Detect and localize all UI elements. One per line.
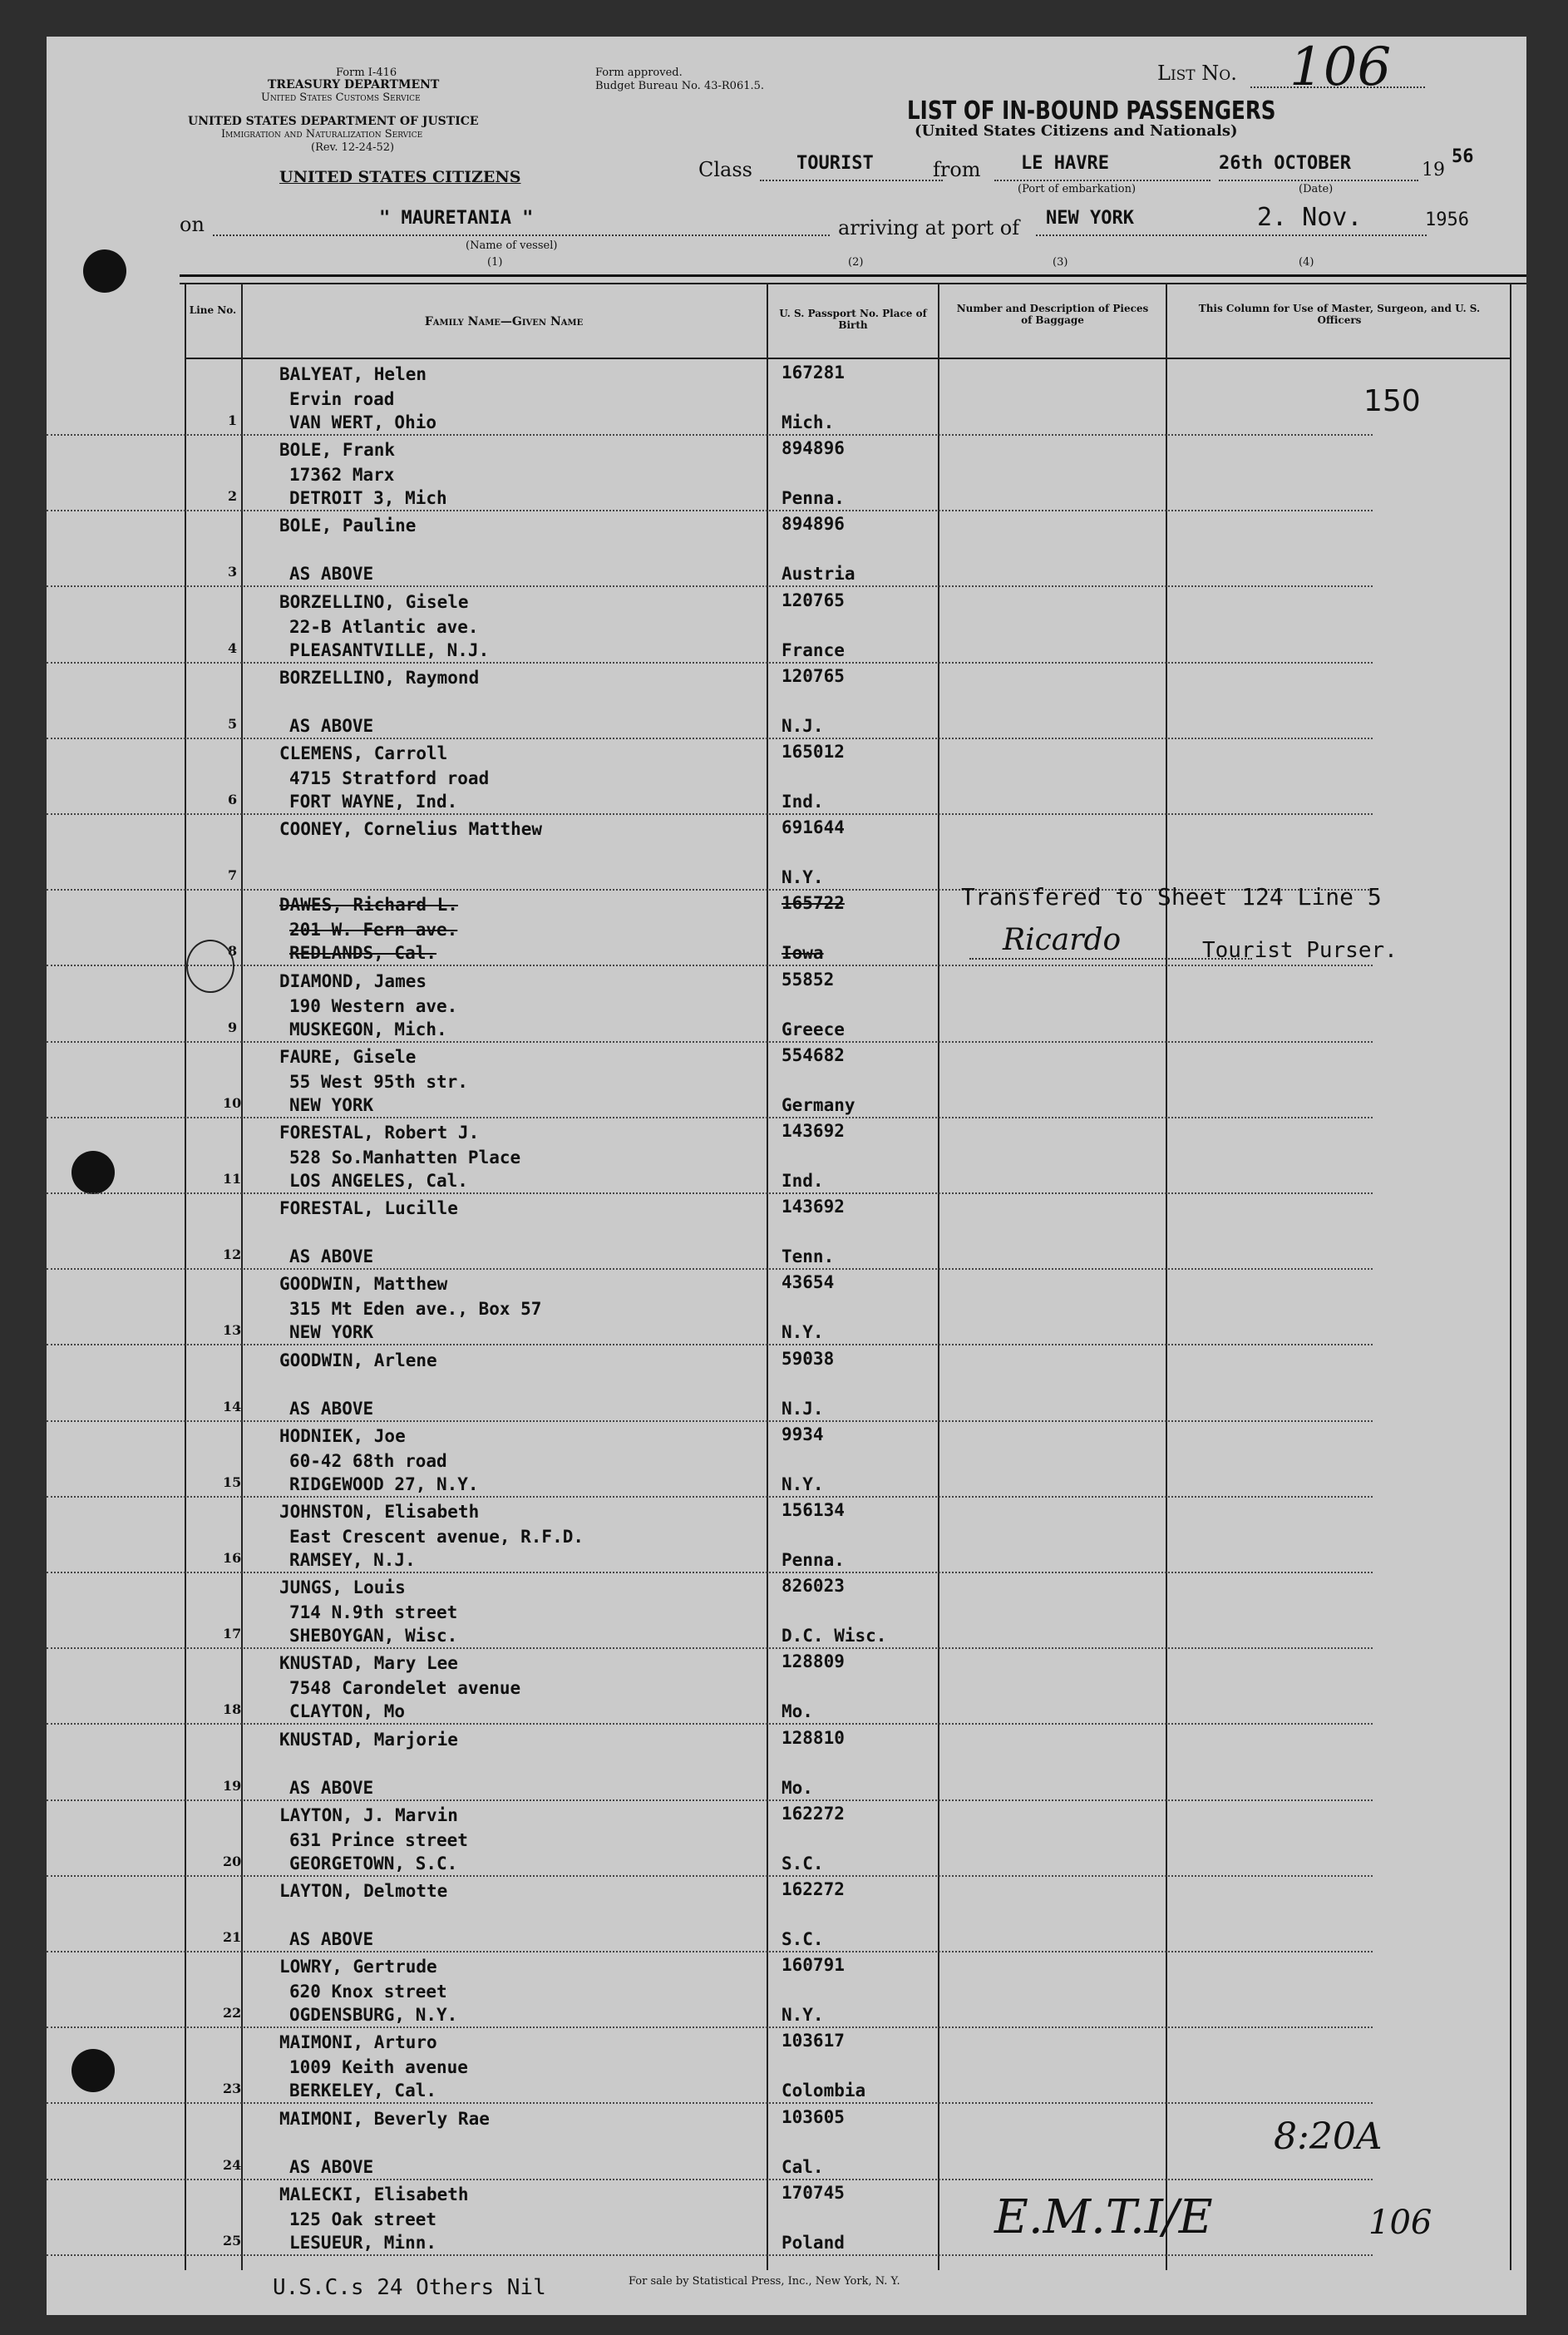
passenger-name: FORESTAL, Robert J. bbox=[279, 1123, 480, 1143]
passport-number: 165722 bbox=[782, 893, 845, 914]
table-row bbox=[47, 1650, 1373, 1725]
table-row bbox=[47, 968, 1373, 1043]
on-label: on bbox=[180, 213, 205, 236]
passenger-name: LAYTON, J. Marvin bbox=[279, 1804, 458, 1825]
passenger-name: BALYEAT, Helen bbox=[279, 364, 427, 384]
citizens-label: UNITED STATES CITIZENS bbox=[279, 168, 521, 186]
passport-number: 826023 bbox=[782, 1576, 845, 1597]
passport-number: 894896 bbox=[782, 438, 845, 459]
arriving-label: arriving at port of bbox=[838, 216, 1020, 239]
ins-service: Immigration and Naturalization Service bbox=[221, 128, 423, 141]
passport-number: 59038 bbox=[782, 1348, 835, 1369]
line-number: 15 bbox=[223, 1474, 242, 1490]
passenger-name: BOLE, Pauline bbox=[279, 516, 417, 536]
place-of-birth: Iowa bbox=[782, 943, 824, 964]
line-number: 22 bbox=[223, 2005, 242, 2022]
place-of-birth: N.Y. bbox=[782, 1474, 824, 1494]
line-number: 9 bbox=[228, 1019, 238, 1035]
table-row bbox=[47, 1498, 1373, 1573]
place-of-birth: S.C. bbox=[782, 1853, 824, 1873]
table-row bbox=[47, 1119, 1373, 1194]
address-line-2: GEORGETOWN, S.C. bbox=[289, 1853, 458, 1873]
passport-number: 162272 bbox=[782, 1879, 845, 1899]
line-number: 12 bbox=[223, 1246, 242, 1263]
passport-number: 55852 bbox=[782, 969, 835, 990]
address-line-2: OGDENSBURG, N.Y. bbox=[289, 2005, 458, 2026]
place-of-birth: N.Y. bbox=[782, 867, 824, 888]
passport-number: 103605 bbox=[782, 2106, 845, 2127]
address-line-1: Ervin road bbox=[289, 389, 395, 409]
passenger-name: MALECKI, Elisabeth bbox=[279, 2184, 469, 2204]
table-row bbox=[47, 816, 1373, 891]
passenger-name: MAIMONI, Beverly Rae bbox=[279, 2108, 490, 2129]
line-number: 19 bbox=[223, 1777, 242, 1794]
place-of-birth: Austria bbox=[782, 564, 855, 585]
address-line-1: 528 So.Manhatten Place bbox=[289, 1148, 521, 1168]
passenger-name: LOWRY, Gertrude bbox=[279, 1957, 437, 1977]
table-row bbox=[47, 1347, 1373, 1422]
purser-signature: Ricardo bbox=[1003, 923, 1122, 957]
line-number: 23 bbox=[223, 2081, 242, 2097]
address-line-2: NEW YORK bbox=[289, 1322, 374, 1343]
address-line-1: 60-42 68th road bbox=[289, 1450, 447, 1471]
passenger-name: FAURE, Gisele bbox=[279, 1046, 417, 1067]
table-row bbox=[47, 1726, 1373, 1801]
address-line-2: MUSKEGON, Mich. bbox=[289, 1019, 447, 1039]
count-stamp: 150 bbox=[1363, 384, 1421, 418]
address-line-1: 714 N.9th street bbox=[289, 1602, 458, 1623]
signoff-initials: E.M.T.I/E bbox=[994, 2190, 1213, 2244]
date-value: 26th OCTOBER bbox=[1219, 153, 1351, 174]
passenger-name: MAIMONI, Arturo bbox=[279, 2032, 437, 2053]
line-number: 10 bbox=[223, 1094, 242, 1111]
table-row bbox=[47, 740, 1373, 815]
time-note: 8:20A bbox=[1274, 2115, 1383, 2158]
line-number: 11 bbox=[223, 1171, 242, 1187]
form-subtitle: (United States Citizens and Nationals) bbox=[915, 122, 1238, 140]
place-of-birth: Germany bbox=[782, 1094, 855, 1115]
address-line-1: 315 Mt Eden ave., Box 57 bbox=[289, 1299, 542, 1320]
line-number: 8 bbox=[228, 943, 238, 960]
address-line-1: East Crescent avenue, R.F.D. bbox=[289, 1527, 584, 1547]
address-line-1: 22-B Atlantic ave. bbox=[289, 616, 479, 637]
class-label: Class bbox=[698, 158, 752, 181]
arrival-port: NEW YORK bbox=[1046, 208, 1134, 229]
place-of-birth: N.J. bbox=[782, 1398, 824, 1419]
table-row bbox=[47, 1423, 1373, 1498]
form-title: LIST OF IN-BOUND PASSENGERS bbox=[907, 96, 1276, 126]
passenger-name: KNUSTAD, Marjorie bbox=[279, 1729, 458, 1750]
place-of-birth: Colombia bbox=[782, 2081, 866, 2101]
col-passport: U. S. Passport No. Place of Birth bbox=[779, 308, 927, 331]
address-line-1: 4715 Stratford road bbox=[289, 768, 490, 788]
address-line-1: 620 Knox street bbox=[289, 1982, 447, 2002]
table-row bbox=[47, 1195, 1373, 1270]
address-line-2: PLEASANTVILLE, N.J. bbox=[289, 639, 490, 660]
col-name: Family Name—Given Name bbox=[424, 315, 584, 328]
passport-number: 128810 bbox=[782, 1727, 845, 1748]
col-num-1: (1) bbox=[487, 256, 503, 269]
arrival-year: 1956 bbox=[1425, 210, 1469, 230]
passport-number: 162272 bbox=[782, 1803, 845, 1824]
address-line-2: AS ABOVE bbox=[289, 2156, 374, 2177]
address-line-1: 190 Western ave. bbox=[289, 995, 458, 1016]
form-number: Form I-416 bbox=[336, 67, 397, 79]
manifest-page bbox=[47, 37, 1526, 2315]
line-number: 6 bbox=[228, 792, 238, 807]
line-number: 18 bbox=[223, 1701, 242, 1718]
address-line-1: 7548 Carondelet avenue bbox=[289, 1678, 521, 1699]
passport-number: 156134 bbox=[782, 1500, 845, 1520]
line-number: 24 bbox=[223, 2156, 242, 2173]
address-line-2: VAN WERT, Ohio bbox=[289, 412, 437, 432]
passenger-name: JUNGS, Louis bbox=[279, 1577, 406, 1598]
budget-bureau: Budget Bureau No. 43-R061.5. bbox=[595, 80, 765, 92]
address-line-2: AS ABOVE bbox=[289, 715, 374, 736]
address-line-2: DETROIT 3, Mich bbox=[289, 488, 447, 509]
place-of-birth: Cal. bbox=[782, 2156, 824, 2177]
passenger-name: BORZELLINO, Gisele bbox=[279, 591, 469, 612]
address-line-1: 631 Prince street bbox=[289, 1829, 468, 1850]
passport-number: 9934 bbox=[782, 1424, 824, 1444]
transfer-note: Transfered to Sheet 124 Line 5 bbox=[961, 883, 1382, 911]
line-number: 13 bbox=[223, 1322, 242, 1339]
passport-number: 554682 bbox=[782, 1044, 845, 1065]
passenger-name: LAYTON, Delmotte bbox=[279, 1881, 448, 1901]
address-line-2: LOS ANGELES, Cal. bbox=[289, 1171, 468, 1191]
place-of-birth: D.C. Wisc. bbox=[782, 1626, 887, 1646]
line-number: 14 bbox=[223, 1398, 242, 1414]
address-line-1: 201 W. Fern ave. bbox=[289, 920, 458, 940]
line-number: 20 bbox=[223, 1853, 242, 1869]
passport-number: 167281 bbox=[782, 363, 845, 383]
table-row bbox=[47, 664, 1373, 739]
form-approved: Form approved. bbox=[595, 67, 683, 79]
date-year-prefix: 19 bbox=[1422, 160, 1445, 180]
passport-number: 143692 bbox=[782, 1121, 845, 1141]
purser-title: Tourist Purser. bbox=[1202, 938, 1398, 963]
passport-number: 170745 bbox=[782, 2182, 845, 2203]
revision: (Rev. 12-24-52) bbox=[311, 141, 395, 154]
address-line-2: AS ABOVE bbox=[289, 564, 374, 585]
customs-service: United States Customs Service bbox=[261, 91, 421, 104]
list-no-label: List No. bbox=[1157, 62, 1237, 85]
printer-credit: For sale by Statistical Press, Inc., New York, N. Y. bbox=[629, 2275, 900, 2288]
passenger-name: JOHNSTON, Elisabeth bbox=[279, 1502, 480, 1522]
place-of-birth: N.Y. bbox=[782, 1322, 824, 1343]
arrival-date: 2. Nov. bbox=[1257, 203, 1363, 232]
place-of-birth: Penna. bbox=[782, 488, 845, 509]
passport-number: 894896 bbox=[782, 514, 845, 535]
place-of-birth: S.C. bbox=[782, 1929, 824, 1949]
passport-number: 691644 bbox=[782, 817, 845, 838]
passenger-name: FORESTAL, Lucille bbox=[279, 1198, 458, 1219]
justice-dept: UNITED STATES DEPARTMENT OF JUSTICE bbox=[188, 115, 479, 128]
place-of-birth: Mo. bbox=[782, 1777, 813, 1798]
passenger-name: COONEY, Cornelius Matthew bbox=[279, 819, 543, 840]
address-line-2: NEW YORK bbox=[289, 1094, 374, 1115]
col-line-no: Line No. bbox=[189, 304, 237, 316]
passport-number: 160791 bbox=[782, 1955, 845, 1976]
place-of-birth: N.J. bbox=[782, 715, 824, 736]
line-number: 16 bbox=[223, 1550, 242, 1566]
line-number: 7 bbox=[228, 867, 238, 884]
place-of-birth: Penna. bbox=[782, 1550, 845, 1570]
place-of-birth: Mo. bbox=[782, 1701, 813, 1722]
line-number: 3 bbox=[228, 564, 238, 580]
passport-number: 103617 bbox=[782, 2031, 845, 2051]
place-of-birth: Greece bbox=[782, 1019, 845, 1039]
signoff-number: 106 bbox=[1368, 2204, 1432, 2242]
place-of-birth: Mich. bbox=[782, 412, 835, 432]
line-number: 2 bbox=[228, 488, 238, 505]
passport-number: 128809 bbox=[782, 1651, 845, 1672]
table-row bbox=[47, 1044, 1373, 1118]
passenger-name: GOODWIN, Arlene bbox=[279, 1350, 437, 1370]
place-of-birth: France bbox=[782, 639, 845, 660]
table-row bbox=[47, 512, 1373, 587]
passport-number: 120765 bbox=[782, 665, 845, 686]
line-8-circle bbox=[186, 940, 234, 993]
from-label: from bbox=[933, 158, 981, 181]
place-of-birth: N.Y. bbox=[782, 2005, 824, 2026]
table-row bbox=[47, 361, 1373, 436]
table-row bbox=[47, 1271, 1373, 1345]
footer-summary: U.S.C.s 24 Others Nil bbox=[273, 2275, 546, 2300]
place-of-birth: Tenn. bbox=[782, 1246, 835, 1267]
place-of-birth: Poland bbox=[782, 2232, 845, 2253]
passenger-name: BOLE, Frank bbox=[279, 440, 396, 461]
port-caption: (Port of embarkation) bbox=[1018, 183, 1137, 195]
address-line-2: CLAYTON, Mo bbox=[289, 1701, 406, 1722]
col-num-3: (3) bbox=[1053, 256, 1068, 269]
address-line-2: FORT WAYNE, Ind. bbox=[289, 792, 458, 812]
place-of-birth: Ind. bbox=[782, 1171, 824, 1191]
passenger-name: KNUSTAD, Mary Lee bbox=[279, 1653, 458, 1674]
address-line-2: REDLANDS, Cal. bbox=[289, 943, 437, 964]
passport-number: 165012 bbox=[782, 742, 845, 762]
passenger-name: BORZELLINO, Raymond bbox=[279, 667, 480, 688]
table-row bbox=[47, 1953, 1373, 2028]
table-row bbox=[47, 2029, 1373, 2104]
table-row bbox=[47, 437, 1373, 511]
port-value: LE HAVRE bbox=[1021, 153, 1109, 174]
table-row bbox=[47, 1802, 1373, 1877]
address-line-2: AS ABOVE bbox=[289, 1777, 374, 1798]
date-caption: (Date) bbox=[1299, 183, 1334, 195]
passport-number: 43654 bbox=[782, 1272, 835, 1293]
address-line-2: AS ABOVE bbox=[289, 1246, 374, 1267]
table-row bbox=[47, 589, 1373, 664]
table-row bbox=[47, 1878, 1373, 1952]
address-line-2: BERKELEY, Cal. bbox=[289, 2081, 437, 2101]
passenger-name: DAWES, Richard L. bbox=[279, 895, 458, 916]
table-row bbox=[47, 2105, 1373, 2180]
table-row bbox=[47, 1574, 1373, 1649]
line-number: 17 bbox=[223, 1626, 242, 1642]
passport-number: 143692 bbox=[782, 1197, 845, 1217]
passenger-name: DIAMOND, James bbox=[279, 970, 427, 991]
list-no-value: 106 bbox=[1289, 37, 1392, 98]
address-line-1: 1009 Keith avenue bbox=[289, 2057, 468, 2078]
address-line-2: AS ABOVE bbox=[289, 1398, 374, 1419]
col-baggage: Number and Description of Pieces of Baggage bbox=[956, 303, 1149, 326]
col-num-4: (4) bbox=[1299, 256, 1314, 269]
class-value: TOURIST bbox=[796, 153, 874, 174]
col-officers: This Column for Use of Master, Surgeon, and U. S. Officers bbox=[1198, 303, 1481, 326]
line-number: 5 bbox=[228, 715, 238, 732]
address-line-2: SHEBOYGAN, Wisc. bbox=[289, 1626, 458, 1646]
vessel-caption: (Name of vessel) bbox=[466, 239, 558, 252]
place-of-birth: Ind. bbox=[782, 792, 824, 812]
passenger-name: CLEMENS, Carroll bbox=[279, 743, 448, 763]
punch-hole-top bbox=[83, 249, 126, 293]
col-num-2: (2) bbox=[848, 256, 864, 269]
treasury-dept: TREASURY DEPARTMENT bbox=[268, 78, 440, 91]
line-number: 21 bbox=[223, 1929, 242, 1945]
address-line-1: 125 Oak street bbox=[289, 2209, 437, 2229]
address-line-2: AS ABOVE bbox=[289, 1929, 374, 1949]
passport-number: 120765 bbox=[782, 590, 845, 610]
address-line-1: 55 West 95th str. bbox=[289, 1071, 468, 1092]
line-number: 25 bbox=[223, 2232, 242, 2249]
line-number: 1 bbox=[228, 412, 238, 428]
address-line-2: RAMSEY, N.J. bbox=[289, 1550, 416, 1570]
passenger-name: HODNIEK, Joe bbox=[279, 1425, 406, 1446]
vessel-value: " MAURETANIA " bbox=[379, 208, 534, 229]
line-number: 4 bbox=[228, 639, 238, 656]
address-line-2: LESUEUR, Minn. bbox=[289, 2232, 437, 2253]
passenger-name: GOODWIN, Matthew bbox=[279, 1274, 448, 1295]
address-line-1: 17362 Marx bbox=[289, 465, 395, 486]
date-year-suffix: 56 bbox=[1452, 146, 1474, 167]
address-line-2: RIDGEWOOD 27, N.Y. bbox=[289, 1474, 479, 1494]
